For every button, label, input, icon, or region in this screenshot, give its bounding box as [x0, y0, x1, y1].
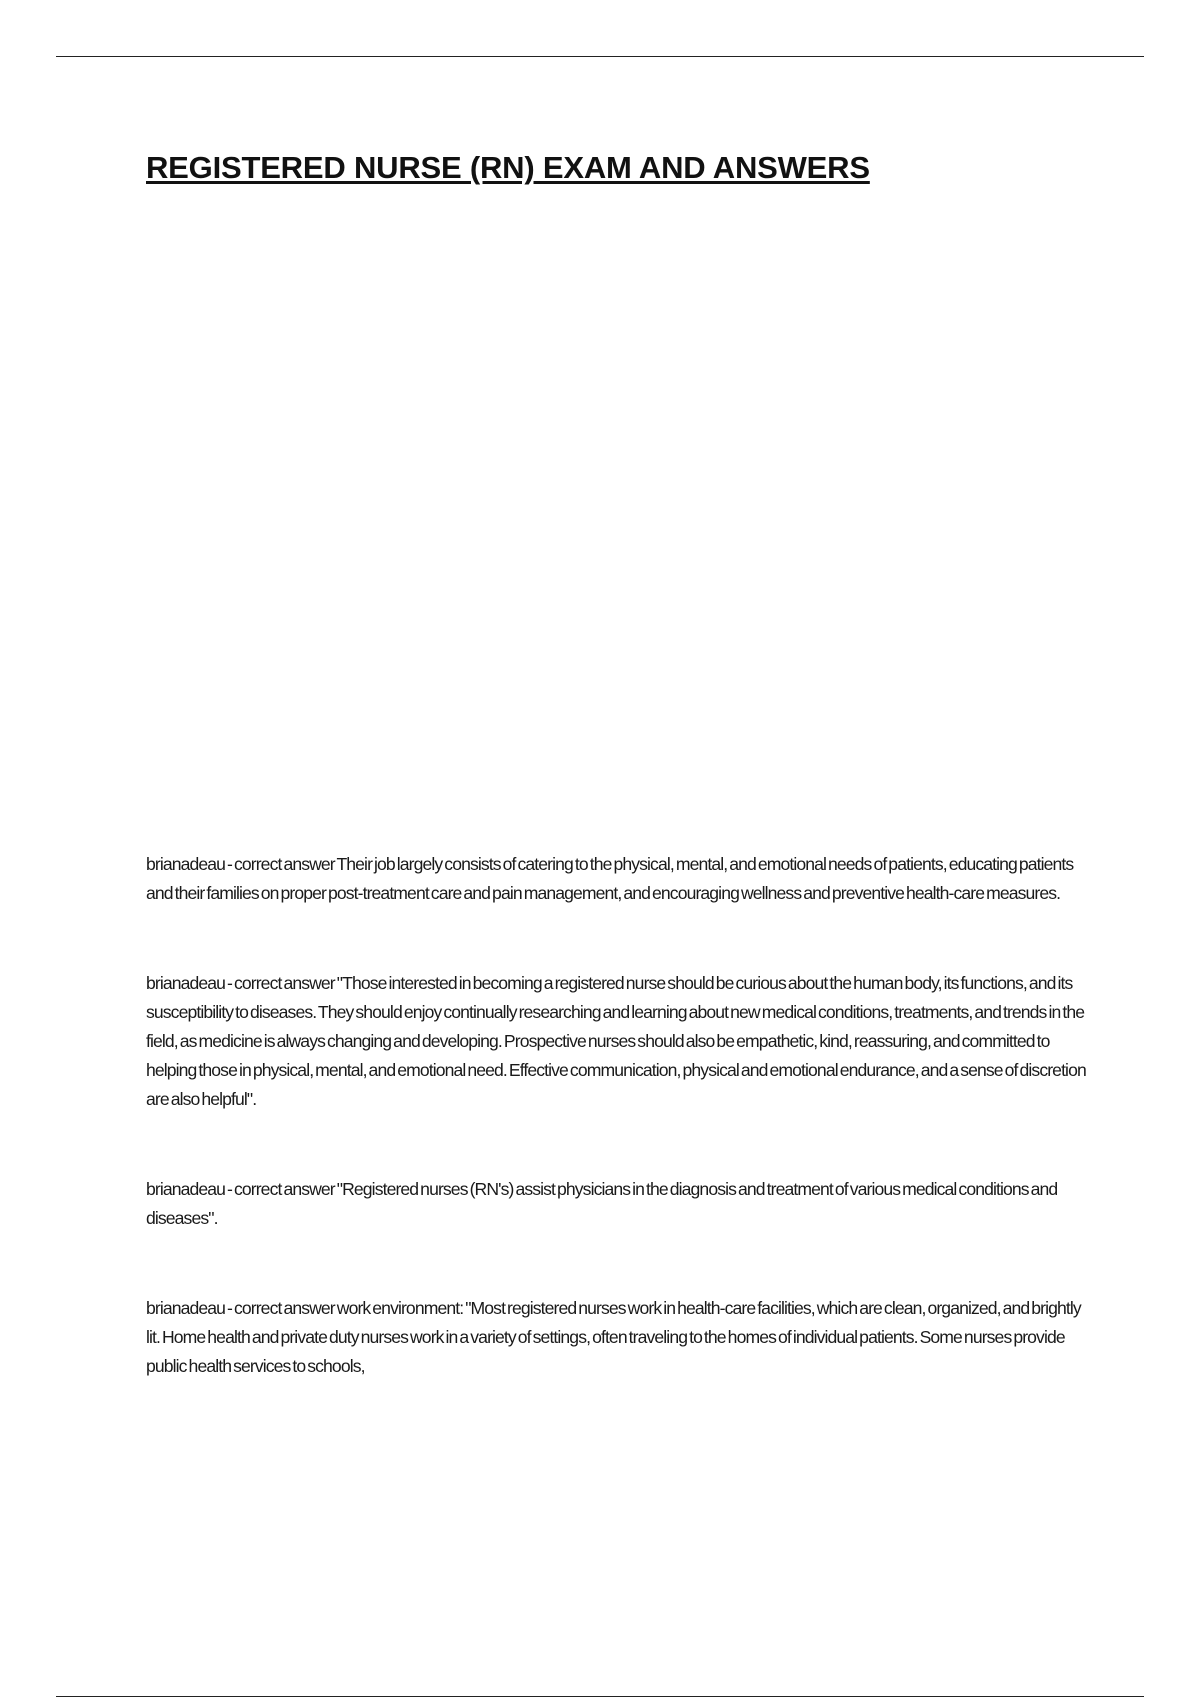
answer-entry [146, 1294, 1096, 1381]
entry-separator: - [225, 854, 234, 874]
entry-separator: - [225, 1298, 234, 1318]
entry-label: correct answer [233, 1298, 335, 1318]
answer-list [146, 850, 1096, 1442]
entry-author: brianadeau [146, 973, 226, 993]
answer-entry [146, 850, 1096, 908]
entry-author: brianadeau [146, 1298, 226, 1318]
answer-entry [146, 969, 1096, 1114]
entry-author: brianadeau [146, 1179, 226, 1199]
top-divider [56, 56, 1144, 57]
entry-text: work environment: "Most registered nurses work in health-care facilities, which are clean, organized, and brightly lit. Home health and private duty nurses work in a variety of settings, often traveling to the homes of individual patients. Some nurses provide public health services to schools, [146, 1298, 1081, 1376]
entry-text: Their job largely consists of catering to the physical, mental, and emotional needs of patients, educating patients and their families on proper post-treatment care and pain management, and encouraging wellness and preventive health-care measures. [146, 854, 1074, 903]
entry-label: correct answer [233, 973, 335, 993]
entry-label: correct answer [233, 1179, 335, 1199]
answer-entry [146, 1175, 1096, 1233]
entry-separator: - [225, 973, 234, 993]
entry-text: "Registered nurses (RN's) assist physicians in the diagnosis and treatment of various medical conditions and diseases". [146, 1179, 1058, 1228]
entry-author: brianadeau [146, 854, 226, 874]
bottom-divider [56, 1696, 1144, 1697]
entry-text: "Those interested in becoming a registered nurse should be curious about the human body, its functions, and its susceptibility to diseases. They should enjoy continually researching and learning about new medical conditions, treatments, and trends in the field, as medicine is always changing and developing. Prospective nurses should also be empathetic, kind, reassuring, and committed to helping those in physical, mental, and emotional need. Effective communication, physical and emotional endurance, and a sense of discretion are also helpful". [146, 973, 1086, 1109]
entry-separator: - [225, 1179, 234, 1199]
page-title: REGISTERED NURSE (RN) EXAM AND ANSWERS [146, 150, 870, 185]
entry-label: correct answer [233, 854, 335, 874]
